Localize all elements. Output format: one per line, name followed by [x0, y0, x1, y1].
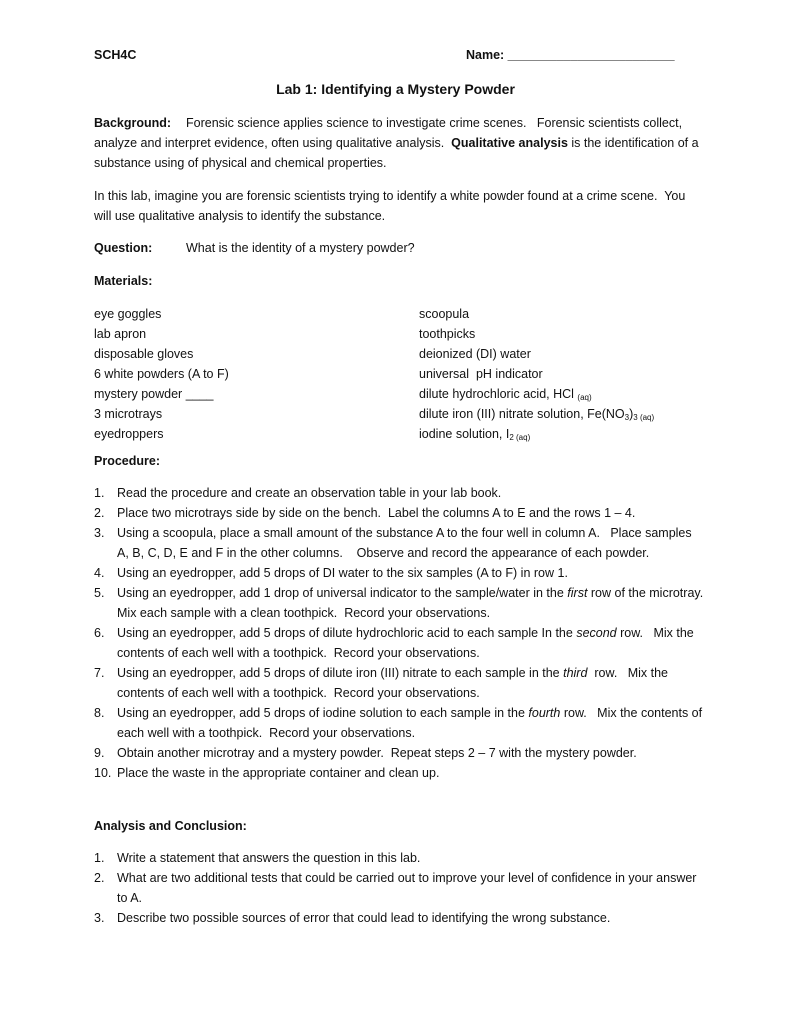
procedure-step	[94, 483, 704, 503]
step-text: Obtain another microtray and a mystery powder. Repeat steps 2 – 7 with the mystery powder.	[117, 746, 637, 760]
analysis-item	[94, 848, 704, 868]
step-emphasis: third	[563, 666, 588, 680]
iodine-text: iodine solution, I	[419, 427, 510, 441]
step-text: Place two microtrays side by side on the bench. Label the columns A to E and the rows 1 – 4.	[117, 506, 636, 520]
name-field-label: Name: ________________________	[466, 48, 675, 62]
step-number: 5.	[94, 586, 105, 600]
procedure-step	[94, 523, 704, 563]
step-emphasis: second	[576, 626, 617, 640]
step-number: 3.	[94, 526, 105, 540]
step-number: 1.	[94, 486, 105, 500]
step-number: 8.	[94, 706, 105, 720]
material-item: eye goggles	[94, 307, 162, 321]
step-text: row of the microtray. Mix each sample with a clean toothpick. Record your observations.	[117, 586, 714, 620]
item-number: 3.	[94, 911, 105, 925]
material-item: mystery powder ____	[94, 387, 214, 401]
material-item: universal pH indicator	[419, 367, 543, 381]
procedure-step	[94, 703, 704, 743]
procedure-steps	[94, 483, 714, 783]
procedure-step	[94, 503, 704, 523]
item-number: 2.	[94, 871, 105, 885]
step-number: 7.	[94, 666, 105, 680]
material-item: 3 microtrays	[94, 407, 163, 421]
procedure-step	[94, 563, 704, 583]
procedure-label: Procedure:	[94, 454, 160, 468]
material-item: toothpicks	[419, 327, 476, 341]
materials-left-column	[94, 304, 229, 444]
step-text: Read the procedure and create an observation table in your lab book.	[117, 486, 502, 500]
hcl-text: dilute hydrochloric acid, HCl	[419, 387, 574, 401]
procedure-step	[94, 743, 704, 763]
background-section	[94, 113, 704, 226]
material-item: 6 white powders (A to F)	[94, 367, 229, 381]
material-item: deionized (DI) water	[419, 347, 531, 361]
iron-text: dilute iron (III) nitrate solution, Fe(NO	[419, 407, 625, 421]
background-paragraph	[94, 113, 704, 173]
analysis-label: Analysis and Conclusion:	[94, 819, 247, 833]
page-title: Lab 1: Identifying a Mystery Powder	[276, 81, 515, 97]
step-number: 6.	[94, 626, 105, 640]
analysis-item	[94, 908, 704, 928]
step-number: 9.	[94, 746, 105, 760]
step-text: Using an eyedropper, add 5 drops of dilute hydrochloric acid to each sample In the	[117, 626, 577, 640]
qualitative-analysis-term: Qualitative analysis	[451, 136, 568, 150]
analysis-heading	[94, 816, 704, 836]
item-text: Write a statement that answers the question in this lab.	[117, 851, 421, 865]
iodine-subscript: 2 (aq)	[509, 433, 531, 442]
step-text: row. Mix the contents of each well with a toothpick. Record your observations.	[117, 666, 672, 700]
materials-right-column	[419, 304, 654, 444]
material-item: lab apron	[94, 327, 147, 341]
material-item: scoopula	[419, 307, 470, 321]
analysis-item	[94, 868, 704, 908]
item-number: 1.	[94, 851, 105, 865]
step-text: Using a scoopula, place a small amount of the substance A to the four well in column A. Place samples A, B, C, D, E and F in the other columns. Observe and record the appearance of each powder.	[117, 526, 695, 560]
hcl-subscript: (aq)	[577, 393, 592, 402]
step-text: Place the waste in the appropriate container and clean up.	[117, 766, 440, 780]
material-item: eyedroppers	[94, 427, 164, 441]
procedure-step	[94, 583, 714, 623]
step-number: 10.	[94, 766, 112, 780]
background-paragraph-2: In this lab, imagine you are forensic scientists trying to identify a white powder found at a crime scene. You will use qualitative analysis to identify the substance.	[94, 189, 689, 223]
procedure-heading	[94, 451, 704, 471]
step-text: Using an eyedropper, add 5 drops of iodine solution to each sample in the	[117, 706, 529, 720]
iron-subscript-3: 3	[624, 413, 630, 422]
item-text: What are two additional tests that could be carried out to improve your level of confidence in your answer to A.	[117, 871, 697, 905]
step-number: 4.	[94, 566, 105, 580]
question-text: What is the identity of a mystery powder?	[186, 241, 415, 255]
question-label: Question:	[94, 241, 153, 255]
procedure-step	[94, 623, 704, 663]
step-text: Using an eyedropper, add 5 drops of DI water to the six samples (A to F) in row 1.	[117, 566, 568, 580]
step-number: 2.	[94, 506, 105, 520]
background-text-1: Forensic science applies science to investigate crime scenes. Forensic scientists collect, analyze and interpret evidence, often using qualitative analysis.	[94, 116, 686, 150]
step-text: Using an eyedropper, add 5 drops of dilute iron (III) nitrate to each sample in the	[117, 666, 564, 680]
material-item-iron-nitrate	[419, 404, 654, 424]
question-section	[94, 238, 704, 258]
analysis-items	[94, 848, 704, 928]
material-item-hcl	[419, 384, 654, 404]
background-label: Background:	[94, 116, 172, 130]
step-text: Using an eyedropper, add 1 drop of universal indicator to the sample/water in the	[117, 586, 568, 600]
materials-label: Materials:	[94, 274, 153, 288]
page-header	[94, 45, 697, 65]
background-text-2: is the identification of a substance using of physical and chemical properties.	[94, 136, 699, 170]
step-text: row. Mix the contents of each well with a toothpick. Record your observations.	[117, 706, 706, 740]
material-item: disposable gloves	[94, 347, 194, 361]
procedure-step	[94, 663, 704, 703]
procedure-step	[94, 763, 704, 783]
iron-close-paren: )	[629, 407, 634, 421]
item-text: Describe two possible sources of error that could lead to identifying the wrong substance.	[117, 911, 611, 925]
step-emphasis: fourth	[528, 706, 561, 720]
step-text: row. Mix the contents of each well with a toothpick. Record your observations.	[117, 626, 698, 660]
iron-subscript-end: 3 (aq)	[633, 413, 655, 422]
step-emphasis: first	[567, 586, 588, 600]
course-code: SCH4C	[94, 48, 137, 62]
material-item-iodine	[419, 424, 654, 444]
materials-heading	[94, 271, 704, 291]
